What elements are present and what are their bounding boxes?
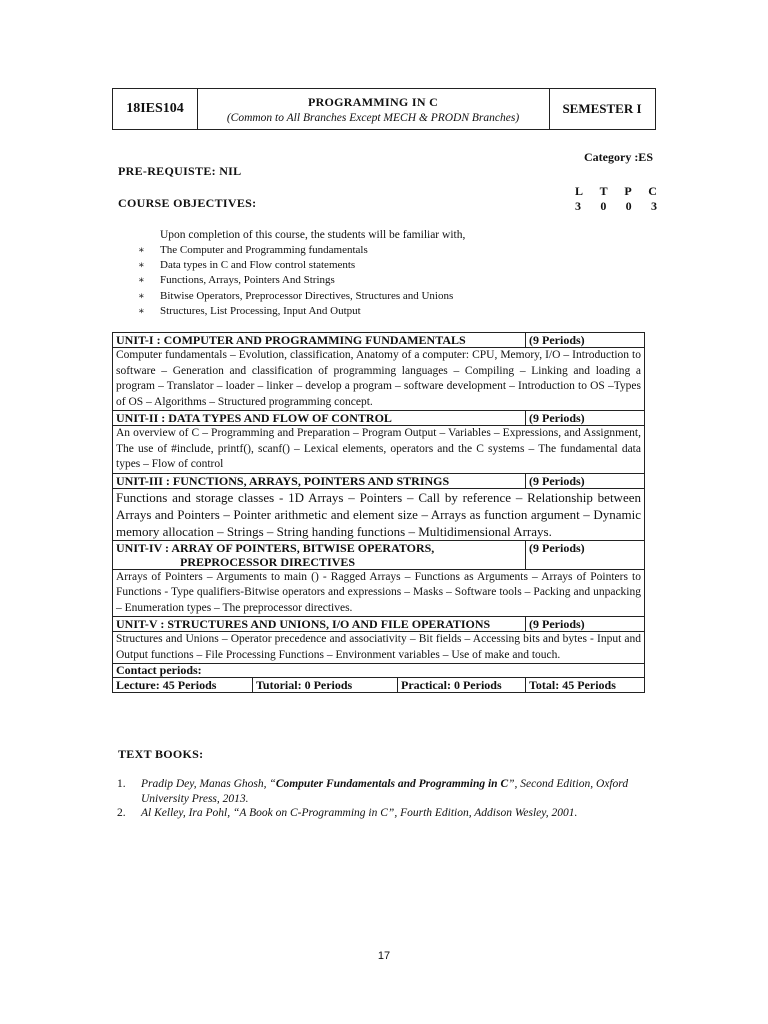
semester-label: SEMESTER I: [562, 101, 642, 116]
page-number: 17: [377, 950, 391, 962]
textbook-number: 1.: [117, 778, 126, 790]
unit-periods: (9 Periods): [526, 617, 645, 632]
unit-title-line2: PREPROCESSOR DIRECTIVES: [180, 554, 356, 569]
objectives-intro: Upon completion of this course, the students will be familiar with,: [160, 229, 466, 241]
unit-title: UNIT-II : DATA TYPES AND FLOW OF CONTROL: [113, 411, 526, 426]
textbook-citation: Al Kelley, Ira Pohl, “A Book on C-Programming in C”, Fourth Edition, Addison Wesley, 2001.: [141, 807, 578, 819]
unit-title: UNIT-III : FUNCTIONS, ARRAYS, POINTERS AND STRINGS: [113, 473, 526, 488]
category-label: Category :ES: [584, 150, 653, 164]
unit-content-row: [113, 632, 645, 664]
course-header: [112, 88, 656, 130]
textbooks-heading: TEXT BOOKS:: [118, 747, 204, 761]
course-title-cell: [197, 89, 550, 129]
objective-item: ∗ Bitwise Operators, Preprocessor Directives, Structures and Unions: [138, 289, 453, 304]
unit-content: Computer fundamentals – Evolution, classification, Anatomy of a computer: CPU, Memory, I/O – Introduction to software – Generation and classification of programming languages – Compiling – Linking and loading a program – Translator – loader – linker – develop a program – software development – Introduction to OS –Types of OS – Algorithms – Structured programming concept.: [113, 348, 645, 411]
unit-header-row: [113, 411, 645, 426]
unit-periods: (9 Periods): [526, 540, 645, 569]
contact-periods-label: Contact periods:: [113, 664, 645, 678]
unit-header-row: [113, 473, 645, 488]
contact-periods-row: [113, 664, 645, 678]
ltpc-values: [575, 199, 657, 214]
ltpc-labels: [575, 184, 657, 199]
objectives-heading: COURSE OBJECTIVES:: [118, 196, 257, 210]
ltpc-label-c: C: [648, 184, 657, 198]
course-subtitle: (Common to All Branches Except MECH & PRODN Branches): [226, 111, 520, 124]
textbook-item: [117, 777, 647, 806]
textbooks-list: [117, 777, 647, 821]
unit-title: UNIT-I : COMPUTER AND PROGRAMMING FUNDAMENTALS: [113, 333, 526, 348]
unit-content: Arrays of Pointers – Arguments to main () - Ragged Arrays – Functions as Arguments – Arrays of Pointers to Functions - Type qualifiers-Bitwise operators and expressions – Masks – Software tools – Packing and unpacking – Enumeration types – The preprocessor directives.: [113, 569, 645, 617]
lecture-periods: Lecture: 45 Periods: [113, 678, 253, 693]
bullet-icon: ∗: [138, 245, 145, 256]
unit-header-row: [113, 333, 645, 348]
unit-header-row: [113, 540, 645, 569]
unit-periods: (9 Periods): [526, 411, 645, 426]
tutorial-periods: Tutorial: 0 Periods: [253, 678, 398, 693]
ltpc-value-l: 3: [575, 199, 581, 213]
period-breakdown-row: [113, 678, 645, 693]
bullet-icon: ∗: [138, 305, 145, 317]
unit-periods: (9 Periods): [526, 473, 645, 488]
unit-content-row: [113, 569, 645, 617]
unit-content-row: [113, 488, 645, 540]
textbook-citation: Pradip Dey, Manas Ghosh, “Computer Fundamentals and Programming in C”, Second Edition, Oxford University Press, 2013.: [141, 778, 629, 805]
objective-item: ∗ Functions, Arrays, Pointers And Strings: [138, 273, 453, 288]
unit-title: UNIT-V : STRUCTURES AND UNIONS, I/O AND FILE OPERATIONS: [113, 617, 526, 632]
unit-content-row: [113, 426, 645, 474]
textbook-item: [117, 806, 647, 821]
unit-title-cell: [113, 540, 526, 569]
ltpc-label-p: P: [624, 184, 632, 198]
unit-content: Structures and Unions – Operator precedence and associativity – Bit fields – Accessing bits and bytes - Input and Output functions – File Processing Functions – Environment variables – Use of make and touch.: [113, 632, 645, 664]
bullet-icon: ∗: [138, 290, 145, 302]
unit-content: An overview of C – Programming and Preparation – Program Output – Variables – Expressions, and Assignment, The use of #include, printf(), scanf() – Lexical elements, operators and the C systems – The fundamental data types – Flow of control: [113, 426, 645, 474]
ltpc-label-t: T: [599, 184, 608, 198]
course-title: PROGRAMMING IN C: [307, 94, 439, 109]
objective-item: ∗ Structures, List Processing, Input And Output: [138, 304, 453, 319]
ltpc-value-p: 0: [625, 199, 632, 213]
syllabus-table: [112, 332, 645, 693]
unit-content-row: [113, 348, 645, 411]
unit-periods: (9 Periods): [526, 333, 645, 348]
textbook-number: 2.: [117, 807, 126, 819]
ltpc-label-l: L: [575, 184, 584, 198]
bullet-icon: ∗: [138, 275, 145, 287]
objectives-list: [138, 243, 453, 319]
unit-title: UNIT-IV : ARRAY OF POINTERS, BITWISE OPERATORS,: [116, 540, 435, 555]
prerequisite-label: PRE-REQUISTE: NIL: [118, 164, 242, 178]
ltpc-block: [575, 184, 657, 214]
ltpc-value-t: 0: [600, 199, 607, 213]
textbook-title: Computer Fundamentals and Programming in C: [275, 778, 509, 790]
objective-item: ∗ The Computer and Programming fundamentals: [138, 243, 453, 258]
unit-header-row: [113, 617, 645, 632]
ltpc-value-c: 3: [650, 199, 657, 213]
bullet-icon: ∗: [138, 260, 145, 272]
practical-periods: Practical: 0 Periods: [398, 678, 526, 693]
unit-content: Functions and storage classes - 1D Arrays – Pointers – Call by reference – Relationship between Arrays and Pointers – Pointer arithmetic and element size – Arrays as function argument – Dynamic memory allocation – Strings – String handing functions – Multidimensional Arrays.: [113, 488, 645, 540]
course-code: 18IES104: [113, 89, 198, 129]
total-periods: Total: 45 Periods: [526, 678, 645, 693]
objective-item: ∗ Data types in C and Flow control statements: [138, 258, 453, 273]
